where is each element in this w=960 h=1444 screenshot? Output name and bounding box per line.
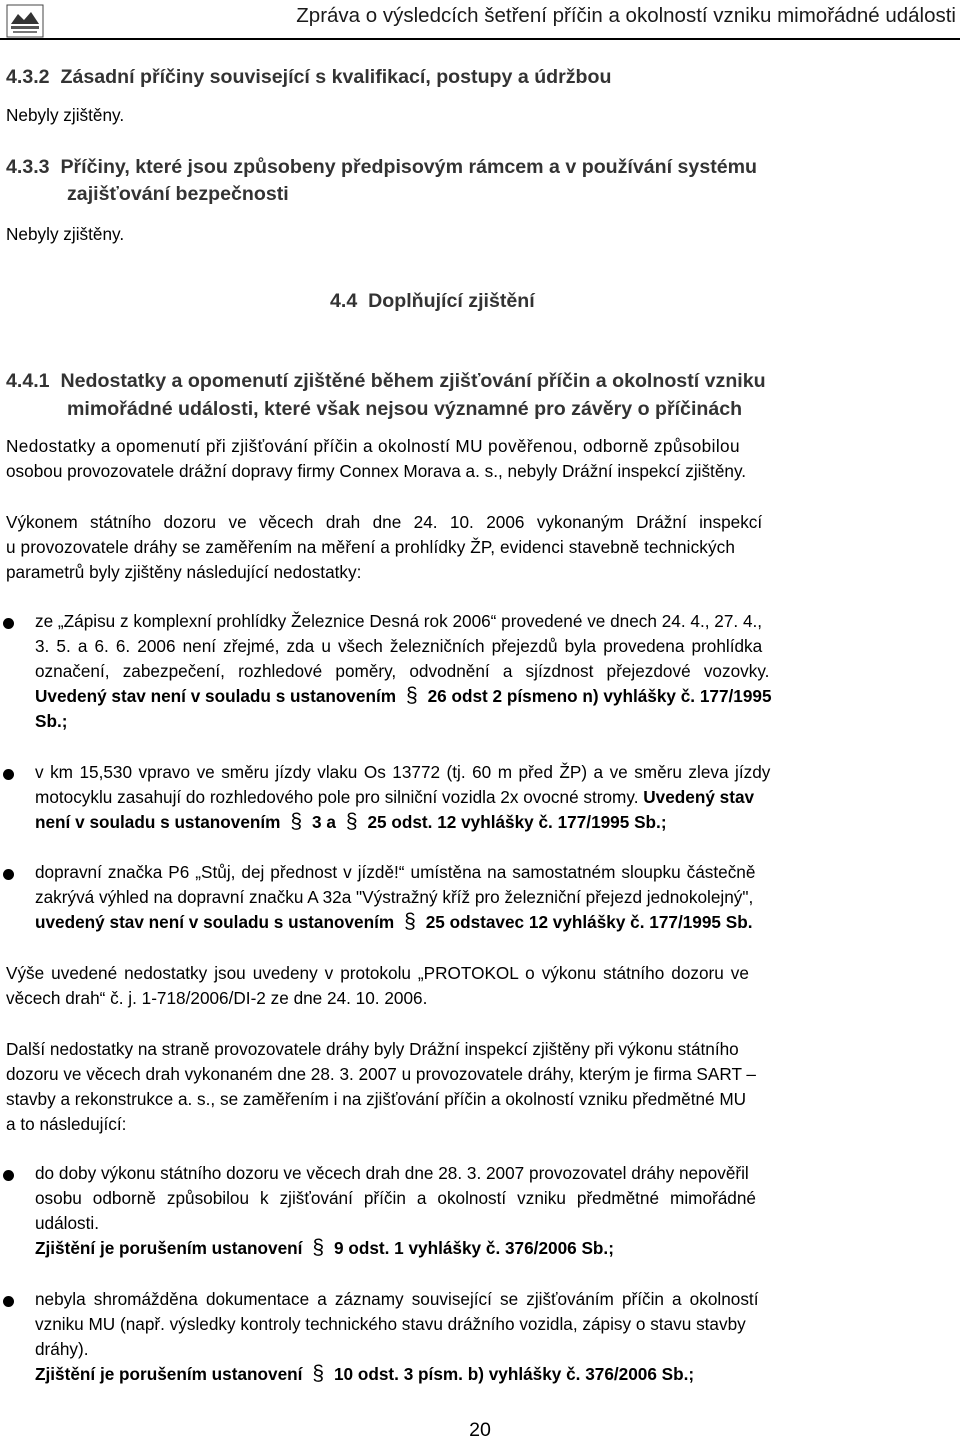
section-sign: § (290, 810, 303, 833)
paragraph-line: Nedostatky a opomenutí při zjišťování příčin a okolností MU pověřenou, odborně způsobilou (6, 436, 740, 456)
bullet-line: dráhy). (35, 1339, 89, 1359)
section-heading-4-3-3 (6, 156, 757, 179)
paragraph-line: věcech drah“ č. j. 1-718/2006/DI-2 ze dne 24. 10. 2006. (6, 988, 428, 1008)
paragraph-line: Výkonem státního dozoru ve věcech drah dne 24. 10. 2006 vykonaným Drážní inspekcí (6, 512, 763, 532)
bullet-bold-line: Zjištění je porušením ustanovení § 9 odst. 1 vyhlášky č. 376/2006 Sb.; (35, 1236, 614, 1259)
section-sign: § (405, 684, 418, 707)
paragraph-line: stavby a rekonstrukce a. s., se zaměřením i na zjišťování příčin a okolností vzniku předmětné MU (6, 1089, 747, 1109)
bullet-line: zakrývá výhled na dopravní značku A 32a "Výstražný kříž pro železniční přejezd jednokolejný", (35, 887, 754, 907)
section-sign: § (312, 1236, 325, 1259)
bullet-line: 3. 5. a 6. 6. 2006 není zřejmé, zda u všech železničních přejezdů byla provedena prohlídka (35, 636, 763, 656)
section-title: Zásadní příčiny související s kvalifikací, postupy a údržbou (60, 66, 612, 88)
bullet-line: události. (35, 1213, 100, 1233)
section-title: Nedostatky a opomenutí zjištěné během zjišťování příčin a okolností vzniku (60, 370, 766, 392)
bullet-bold-line: není v souladu s ustanovením § 3 a § 25 odst. 12 vyhlášky č. 177/1995 Sb.; (35, 810, 667, 833)
paragraph-line: Další nedostatky na straně provozovatele dráhy byly Drážní inspekcí zjištěny při výkonu státního (6, 1039, 739, 1059)
bullet-line: vzniku MU (např. výsledky kontroly technického stavu drážního vozidla, zápisy o stavu stavby (35, 1314, 746, 1334)
bullet-line: ze „Zápisu z komplexní prohlídky Železnice Desná rok 2006“ provedené ve dnech 24. 4., 27. 4., (35, 611, 763, 631)
paragraph-line: osobou provozovatele drážní dopravy firmy Connex Morava a. s., nebyly Drážní inspekcí zjištěny. (6, 461, 747, 481)
bullet-line: do doby výkonu státního dozoru ve věcech drah dne 28. 3. 2007 provozovatel dráhy nepověřil (35, 1163, 749, 1183)
section-body: Nebyly zjištěny. (6, 105, 125, 125)
section-title-cont: zajišťování bezpečnosti (67, 183, 289, 205)
section-sign: § (345, 810, 358, 833)
document-title: Zpráva o výsledcích šetření příčin a okolností vzniku mimořádné události (296, 4, 956, 27)
section-number: 4.4 (330, 290, 358, 312)
bullet-icon (3, 1296, 14, 1307)
paragraph-line: parametrů byly zjištěny následující nedostatky: (6, 562, 362, 582)
drazni-inspekce-logo (6, 4, 44, 38)
paragraph-line: dozoru ve věcech drah vykonaném dne 28. 3. 2007 u provozovatele dráhy, kterým je firma SART – (6, 1064, 756, 1084)
page-header (0, 0, 960, 42)
bullet-icon (3, 618, 14, 629)
bullet-icon (3, 869, 14, 880)
bullet-bold-line: Uvedený stav není v souladu s ustanovením § 26 odst 2 písmeno n) vyhlášky č. 177/1995 (35, 684, 772, 707)
bullet-line: dopravní značka P6 „Stůj, dej přednost v jízdě!“ umístěna na samostatném sloupku částečně (35, 862, 756, 882)
bullet-line: označení, zabezpečení, rozhledové poměry, odvodnění a sjízdnost přejezdové vozovky. (35, 661, 770, 681)
bullet-line: nebyla shromážděna dokumentace a záznamy související se zjišťováním příčin a okolností (35, 1289, 759, 1309)
header-rule (0, 38, 960, 40)
section-title: Příčiny, které jsou způsobeny předpisovým rámcem a v používání systému (60, 156, 758, 178)
paragraph-line: u provozovatele dráhy se zaměřením na měření a prohlídky ŽP, evidenci stavebně technických (6, 537, 736, 557)
section-title-cont: mimořádné události, které však nejsou významné pro závěry o příčinách (67, 398, 743, 420)
section-sign: § (312, 1362, 325, 1385)
bullet-line: osobu odborně způsobilou k zjišťování příčin a okolností vzniku předmětné mimořádné (35, 1188, 756, 1208)
bullet-icon (3, 769, 14, 780)
section-heading-4-4-1 (6, 370, 766, 393)
paragraph-line: Výše uvedené nedostatky jsou uvedeny v protokolu „PROTOKOL o výkonu státního dozoru ve (6, 963, 749, 983)
bullet-bold-line: uvedený stav není v souladu s ustanovením § 25 odstavec 12 vyhlášky č. 177/1995 Sb. (35, 910, 753, 933)
bullet-bold-line: Zjištění je porušením ustanovení § 10 odst. 3 písm. b) vyhlášky č. 376/2006 Sb.; (35, 1362, 695, 1385)
section-heading-4-3-2 (6, 66, 611, 89)
paragraph-line: a to následující: (6, 1114, 127, 1134)
page-number: 20 (469, 1419, 491, 1441)
bullet-icon (3, 1170, 14, 1181)
section-heading-4-4 (330, 290, 535, 313)
section-number: 4.3.2 (6, 66, 50, 88)
bullet-line: motocyklu zasahují do rozhledového pole pro silniční vozidla 2x ovocné stromy. Uvedený stav (35, 787, 755, 807)
section-sign: § (404, 910, 416, 933)
bullet-bold-line: Sb.; (35, 711, 68, 731)
section-number: 4.3.3 (6, 156, 50, 178)
section-body: Nebyly zjištěny. (6, 224, 125, 244)
section-title: Doplňující zjištění (368, 290, 535, 312)
bullet-line: v km 15,530 vpravo ve směru jízdy vlaku Os 13772 (tj. 60 m před ŽP) a ve směru zleva jízdy (35, 762, 771, 782)
section-number: 4.4.1 (6, 370, 50, 392)
